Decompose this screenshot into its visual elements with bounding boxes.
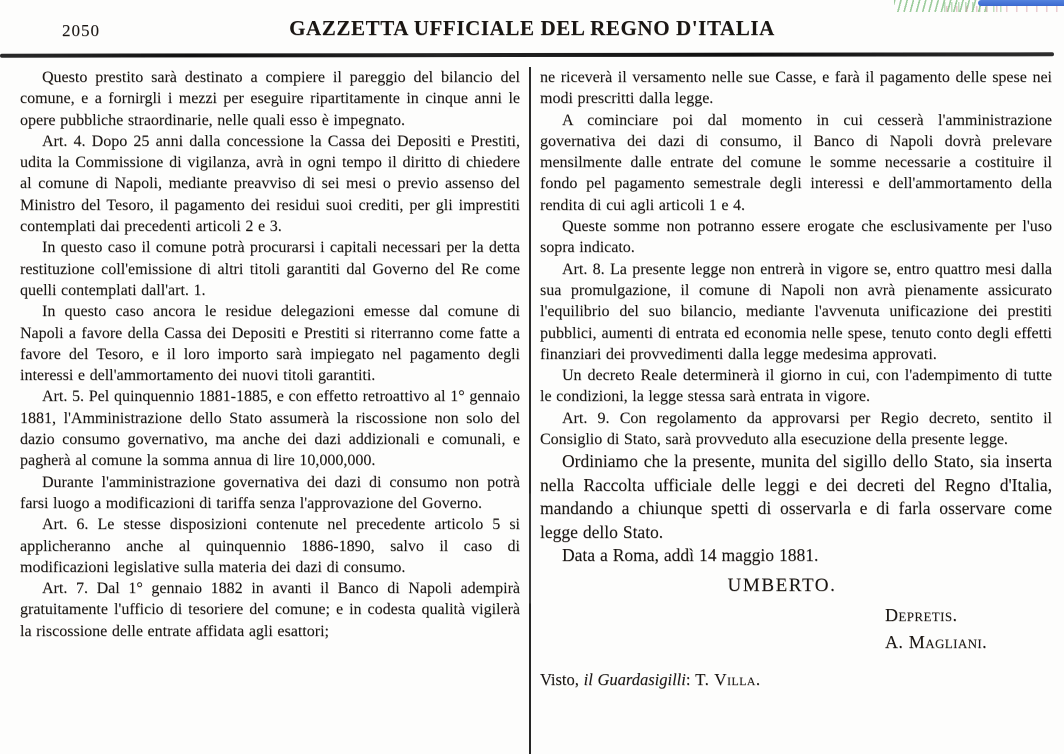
minister-signature-magliani: A. Magliani.: [885, 631, 988, 652]
paragraph-prestito: Questo prestito sarà destinato a compiere il pareggio del bilancio del comune, e a fornirgli i mezzi per eseguire ripartitamente in cinque anni le opere pubbliche straordinarie, nelle quali esso è impegnato.: [20, 69, 520, 129]
masthead-title: GAZZETTA UFFICIALE DEL REGNO D'ITALIA: [289, 16, 775, 40]
visto-line: [540, 669, 1052, 690]
page-number: 2050: [62, 21, 100, 40]
minister-signatures: [885, 602, 1052, 656]
visto-separator: :: [685, 669, 696, 689]
paragraph-art-4: Art. 4. Dopo 25 anni dalla concessione la Cassa dei Depositi e Prestiti, udita la Commissione di vigilanza, avrà in ogni tempo il diritto di chiedere al comune di Napoli, mediante preavviso di sei mesi o previo assenso del Ministro del Tesoro, il pagamento dei residui suoi crediti, per gli imprestiti contemplati dai precedenti articoli 2 e 3.: [20, 132, 520, 236]
king-signature: UMBERTO.: [727, 575, 837, 597]
minister-signature-depretis: Depretis.: [885, 604, 958, 625]
paragraph-somme: Queste somme non potranno essere erogate che esclusivamente per l'uso sopra indicato.: [540, 218, 1052, 257]
paragraph-decreto-reale: Un decreto Reale determinerà il giorno in cui, con l'adempimento di tutte le condizioni, la legge stessa sarà entrata in vigore.: [540, 367, 1052, 406]
paragraph-continuation: ne riceverà il versamento nelle sue Casse, e farà il pagamento delle spese nei modi prescritti dalla legge.: [540, 69, 1052, 108]
paragraph-art-6: Art. 6. Le stesse disposizioni contenute nel precedente articolo 5 si applicheranno anche al quinquennio 1886-1890, salvo il caso di modificazioni legislative sulla materia dei dazi di consumo.: [20, 516, 520, 576]
visto-prefix: Visto,: [540, 669, 584, 689]
left-column: [20, 67, 520, 754]
page-header: [0, 0, 1064, 50]
paragraph-art-7: Art. 7. Dal 1° gennaio 1882 in avanti il Banco di Napoli adempirà gratuitamente l'ufficio di tesoriere del comune; e in codesta qualità vigilerà la riscossione delle entrate affidata agli esattori;: [20, 580, 520, 640]
paragraph-caso-2: In questo caso ancora le residue delegazioni emesse dal comune di Napoli a favore della Cassa dei Depositi e Prestiti si riterranno come fatte a favore del Tesoro, e il loro importo sarà impiegato nel pagamento degli interessi e dell'ammortamento dei nuovi titoli garantiti.: [20, 303, 520, 385]
dateline: Data a Roma, addì 14 maggio 1881.: [562, 544, 819, 565]
guardasigilli-name: T. Villa.: [695, 669, 761, 689]
column-divider: [529, 67, 531, 754]
paragraph-caso-1: In questo caso il comune potrà procurarsi i capitali necessari per la detta restituzione coll'emissione di altri titoli garantiti dal Governo del Re come quelli contemplati dall'art. 1.: [20, 239, 520, 299]
paragraph-art-9: Art. 9. Con regolamento da approvarsi per Regio decreto, sentito il Consiglio di Stato, sarà provveduto alla esecuzione della presente legge.: [540, 409, 1052, 449]
two-column-body: [0, 57, 1064, 754]
right-column: [540, 67, 1052, 754]
paragraph-art-5: Art. 5. Pel quinquennio 1881-1885, e con effetto retroattivo al 1° gennaio 1881, l'Amministrazione dello Stato assumerà la riscossione non solo del dazio consumo governativo, ma anche dei dazi addizionali e comunali, e pagherà al comune la somma annua di lire 10,000,000.: [20, 388, 520, 470]
paragraph-cominciare: A cominciare poi dal momento in cui cesserà l'amministrazione governativa dei dazi di consumo, il Banco di Napoli dovrà prelevare mensilmente dalle entrate del comune le somme necessarie a costituire il fondo pel pagamento semestrale degli interessi e dell'ammortamento della rendita di cui agli articoli 1 e 4.: [540, 111, 1052, 214]
paragraph-durante: Durante l'amministrazione governativa dei dazi di consumo non potrà farsi luogo a modificazioni di tariffa senza l'approvazione del Governo.: [20, 473, 520, 512]
guardasigilli-role: il Guardasigilli: [583, 669, 686, 689]
paragraph-art-8: Art. 8. La presente legge non entrerà in vigore se, entro quattro mesi dalla sua promulgazione, il comune di Napoli non avrà pienamente assicurato l'equilibrio del suo bilancio, mediante l'avvenuta unificazione dei prestiti pubblici, aumenti di entrata ed economia nelle spese, tenuto conto degli effetti finanziari dei provvedimenti dalla legge medesima approvati.: [540, 260, 1052, 363]
paragraph-ordiniamo: Ordiniamo che la presente, munita del sigillo dello Stato, sia inserta nella Raccolta ufficiale delle leggi e dei decreti del Regno d'Italia, mandando a chiunque spetti di osservarla e di farla osservare come legge dello Stato.: [540, 451, 1052, 542]
